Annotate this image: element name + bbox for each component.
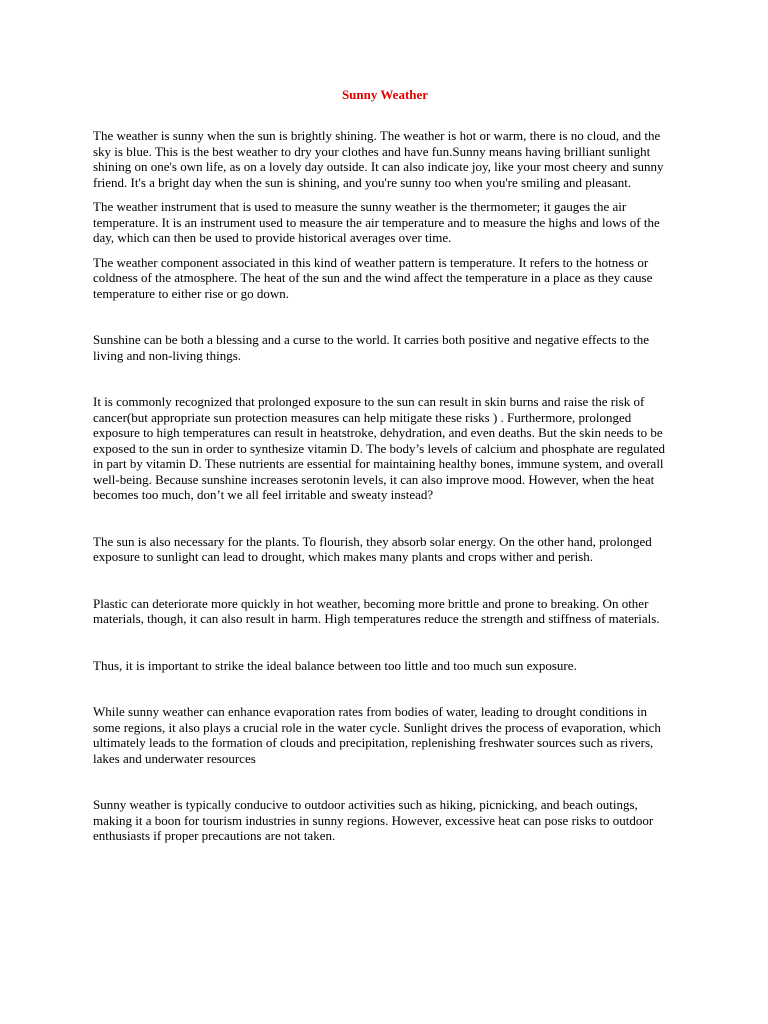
paragraph-4: Sunshine can be both a blessing and a curse to the world. It carries both positive and negative effects to the living and non-living things. [93, 332, 650, 363]
document-page [93, 86, 677, 844]
document-title: Sunny Weather [341, 87, 429, 102]
paragraph-7: Plastic can deteriorate more quickly in hot weather, becoming more brittle and prone to breaking. On other materials, though, it can also result in harm. High temperatures reduce the strength and stiffness of materials. [93, 595, 660, 626]
paragraph-2: The weather instrument that is used to measure the sunny weather is the thermometer; it gauges the air temperature. It is an instrument used to measure the air temperature and to measure the highs and lows of the day, which can then be used to provide historical averages over time. [93, 199, 660, 245]
paragraph-3: The weather component associated in this kind of weather pattern is temperature. It refers to the hotness or coldness of the atmosphere. The heat of the sun and the wind affect the temperature in a place as they cause temperature to either rise or go down. [93, 254, 653, 301]
paragraph-1: The weather is sunny when the sun is brightly shining. The weather is hot or warm, there is no cloud, and the sky is blue. This is the best weather to dry your clothes and have fun.Sunny means having brilliant sunlight shining on one's own life, as on a lovely day outside. It can also indicate joy, like your most cheery and sunny friend. It's a bright day when the sun is shining, and you're sunny too when you're smiling and pleasant. [93, 128, 664, 190]
paragraph-10: Sunny weather is typically conducive to outdoor activities such as hiking, picnicking, and beach outings, making it a boon for tourism industries in sunny regions. However, excessive heat can pose risks to outdoor enthusiasts if proper precautions are not taken. [93, 797, 654, 843]
paragraph-9: While sunny weather can enhance evaporation rates from bodies of water, leading to drought conditions in some regions, it also plays a crucial role in the water cycle. Sunlight drives the process of evaporation, which ultimately leads to the formation of clouds and precipitation, replenishing freshwater sources such as rivers, lakes and underwater resources [93, 704, 661, 766]
paragraph-6: The sun is also necessary for the plants. To flourish, they absorb solar energy. On the other hand, prolonged exposure to sunlight can lead to drought, which makes many plants and crops wither and perish. [93, 533, 652, 564]
paragraph-8: Thus, it is important to strike the ideal balance between too little and too much sun exposure. [93, 657, 577, 673]
paragraph-5: It is commonly recognized that prolonged exposure to the sun can result in skin burns and raise the risk of cancer(but appropriate sun protection measures can help mitigate these risks ) . Furthermore, prolonged exposure to high temperatures can result in heatstroke, dehydration, and even deaths. But the skin needs to be exposed to the sun in order to synthesize vitamin D. The body’s levels of calcium and phosphate are regulated in part by vitamin D. These nutrients are essential for maintaining healthy bones, immune system, and overall well-being. Because sunshine increases serotonin levels, it can also improve mood. However, when the heat becomes too much, don’t we all feel irritable and sweaty instead? [93, 394, 665, 502]
